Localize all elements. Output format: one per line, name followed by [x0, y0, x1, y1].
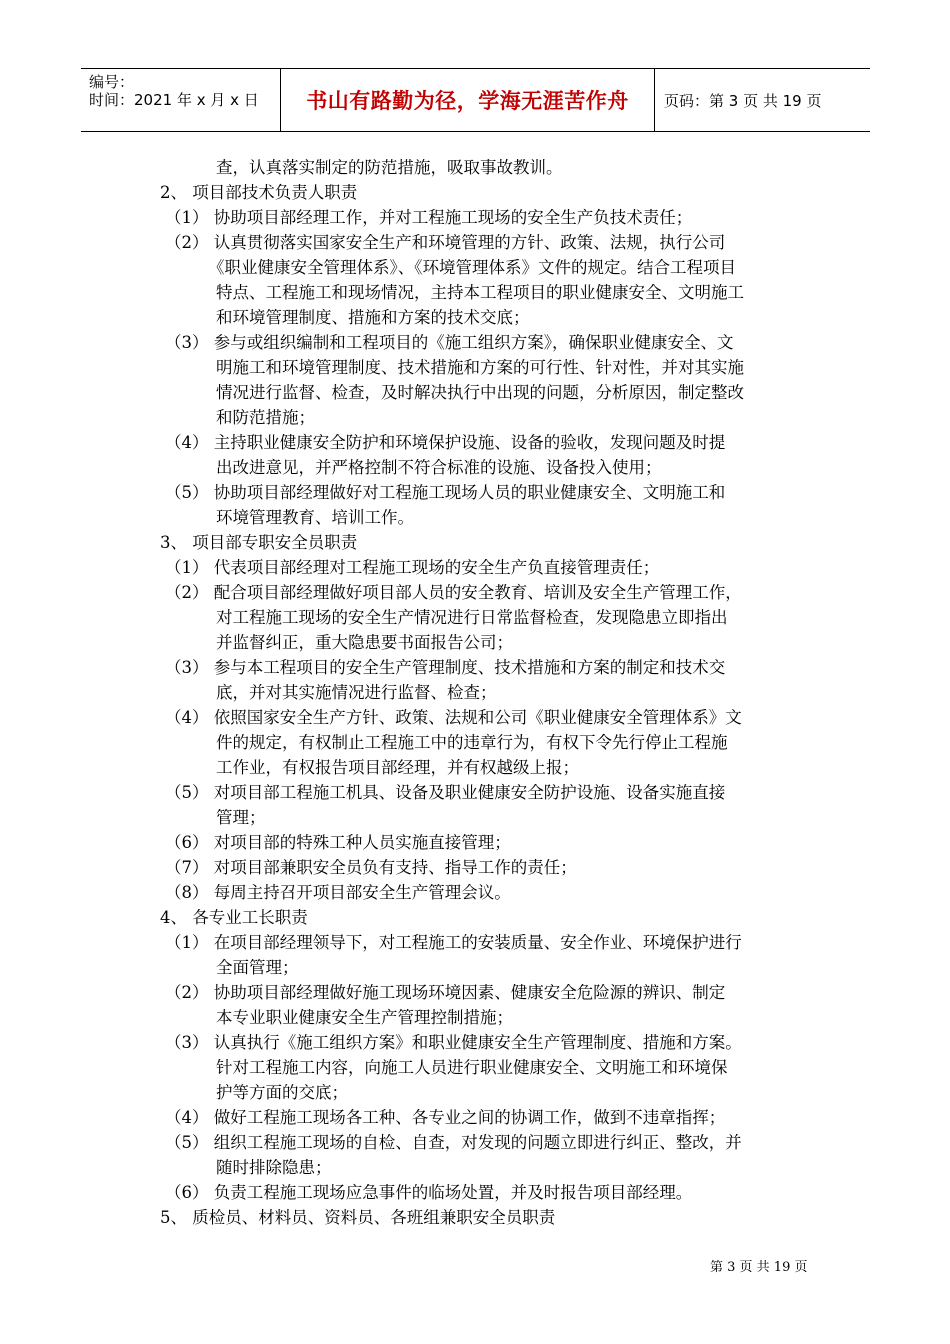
header-motto: 书山有路勤为径，学海无涯苦作舟 — [281, 69, 655, 131]
page-header — [81, 68, 870, 132]
document-number-label: 编号： — [89, 73, 135, 91]
text-line: 底，并对其实施情况进行监督、检查； — [216, 683, 497, 702]
list-item: （5） 组织工程施工现场的自检、自查，对发现的问题立即进行纠正、整改，并 — [165, 1133, 742, 1152]
list-item: （1） 在项目部经理领导下，对工程施工的安装质量、安全作业、环境保护进行 — [165, 933, 742, 952]
list-item: （2） 配合项目部经理做好项目部人员的安全教育、培训及安全生产管理工作， — [165, 583, 742, 602]
section-heading: 4、 各专业工长职责 — [160, 908, 308, 927]
page-footer: 第 3 页 共 19 页 — [710, 1260, 808, 1275]
list-item: （6） 对项目部的特殊工种人员实施直接管理； — [165, 833, 511, 852]
text-line: 《职业健康安全管理体系》、《环境管理体系》文件的规定。结合工程项目 — [208, 258, 736, 277]
list-item: （1） 代表项目部经理对工程施工现场的安全生产负直接管理责任； — [165, 558, 660, 577]
text-line: 随时排除隐患； — [216, 1158, 332, 1177]
text-line: 工作业，有权报告项目部经理，并有权越级上报； — [216, 758, 579, 777]
text-line: 并监督纠正，重大隐患要书面报告公司； — [216, 633, 513, 652]
text-line: 件的规定，有权制止工程施工中的违章行为，有权下令先行停止工程施 — [216, 733, 728, 752]
text-line: 针对工程施工内容，向施工人员进行职业健康安全、文明施工和环境保 — [216, 1058, 728, 1077]
text-line: 明施工和环境管理制度、技术措施和方案的可行性、针对性，并对其实施 — [216, 358, 744, 377]
text-line: 环境管理教育、培训工作。 — [216, 508, 414, 527]
list-item: （4） 主持职业健康安全防护和环境保护设施、设备的验收，发现问题及时提 — [165, 433, 726, 452]
text-line: 对工程施工现场的安全生产情况进行日常监督检查，发现隐患立即指出 — [216, 608, 728, 627]
text-line: 管理； — [216, 808, 266, 827]
list-item: （3） 参与本工程项目的安全生产管理制度、技术措施和方案的制定和技术交 — [165, 658, 726, 677]
text-line: 全面管理； — [216, 958, 299, 977]
document-date: 时间：2021 年 x 月 x 日 — [89, 91, 259, 109]
text-line: 和防范措施； — [216, 408, 315, 427]
text-line: 情况进行监督、检查，及时解决执行中出现的问题，分析原因，制定整改 — [216, 383, 744, 402]
list-item: （1） 协助项目部经理工作，并对工程施工现场的安全生产负技术责任； — [165, 208, 693, 227]
list-item: （8） 每周主持召开项目部安全生产管理会议。 — [165, 883, 511, 902]
list-item: （2） 认真贯彻落实国家安全生产和环境管理的方针、政策、法规，执行公司 — [165, 233, 726, 252]
text-line: 和环境管理制度、措施和方案的技术交底； — [216, 308, 530, 327]
list-item: （6） 负责工程施工现场应急事件的临场处置，并及时报告项目部经理。 — [165, 1183, 693, 1202]
list-item: （5） 协助项目部经理做好对工程施工现场人员的职业健康安全、文明施工和 — [165, 483, 726, 502]
section-heading: 3、 项目部专职安全员职责 — [160, 533, 358, 552]
list-item: （7） 对项目部兼职安全员负有支持、指导工作的责任； — [165, 858, 577, 877]
list-item: （4） 做好工程施工现场各工种、各专业之间的协调工作，做到不违章指挥； — [165, 1108, 726, 1127]
header-meta — [81, 69, 281, 131]
section-heading: 2、 项目部技术负责人职责 — [160, 183, 358, 202]
text-line: 出改进意见，并严格控制不符合标准的设施、设备投入使用； — [216, 458, 662, 477]
list-item: （5） 对项目部工程施工机具、设备及职业健康安全防护设施、设备实施直接 — [165, 783, 726, 802]
header-page-number: 页码：第 3 页 共 19 页 — [664, 91, 822, 110]
list-item: （3） 认真执行《施工组织方案》和职业健康安全生产管理制度、措施和方案。 — [165, 1033, 742, 1052]
list-item: （4） 依照国家安全生产方针、政策、法规和公司《职业健康安全管理体系》文 — [165, 708, 742, 727]
text-line: 护等方面的交底； — [216, 1083, 348, 1102]
section-heading: 5、 质检员、材料员、资料员、各班组兼职安全员职责 — [160, 1208, 556, 1227]
text-line: 查，认真落实制定的防范措施，吸取事故教训。 — [216, 158, 563, 177]
list-item: （2） 协助项目部经理做好施工现场环境因素、健康安全危险源的辨识、制定 — [165, 983, 726, 1002]
list-item: （3） 参与或组织编制和工程项目的《施工组织方案》，确保职业健康安全、文 — [165, 333, 734, 352]
text-line: 特点、工程施工和现场情况，主持本工程项目的职业健康安全、文明施工 — [216, 283, 744, 302]
text-line: 本专业职业健康安全生产管理控制措施； — [216, 1008, 513, 1027]
